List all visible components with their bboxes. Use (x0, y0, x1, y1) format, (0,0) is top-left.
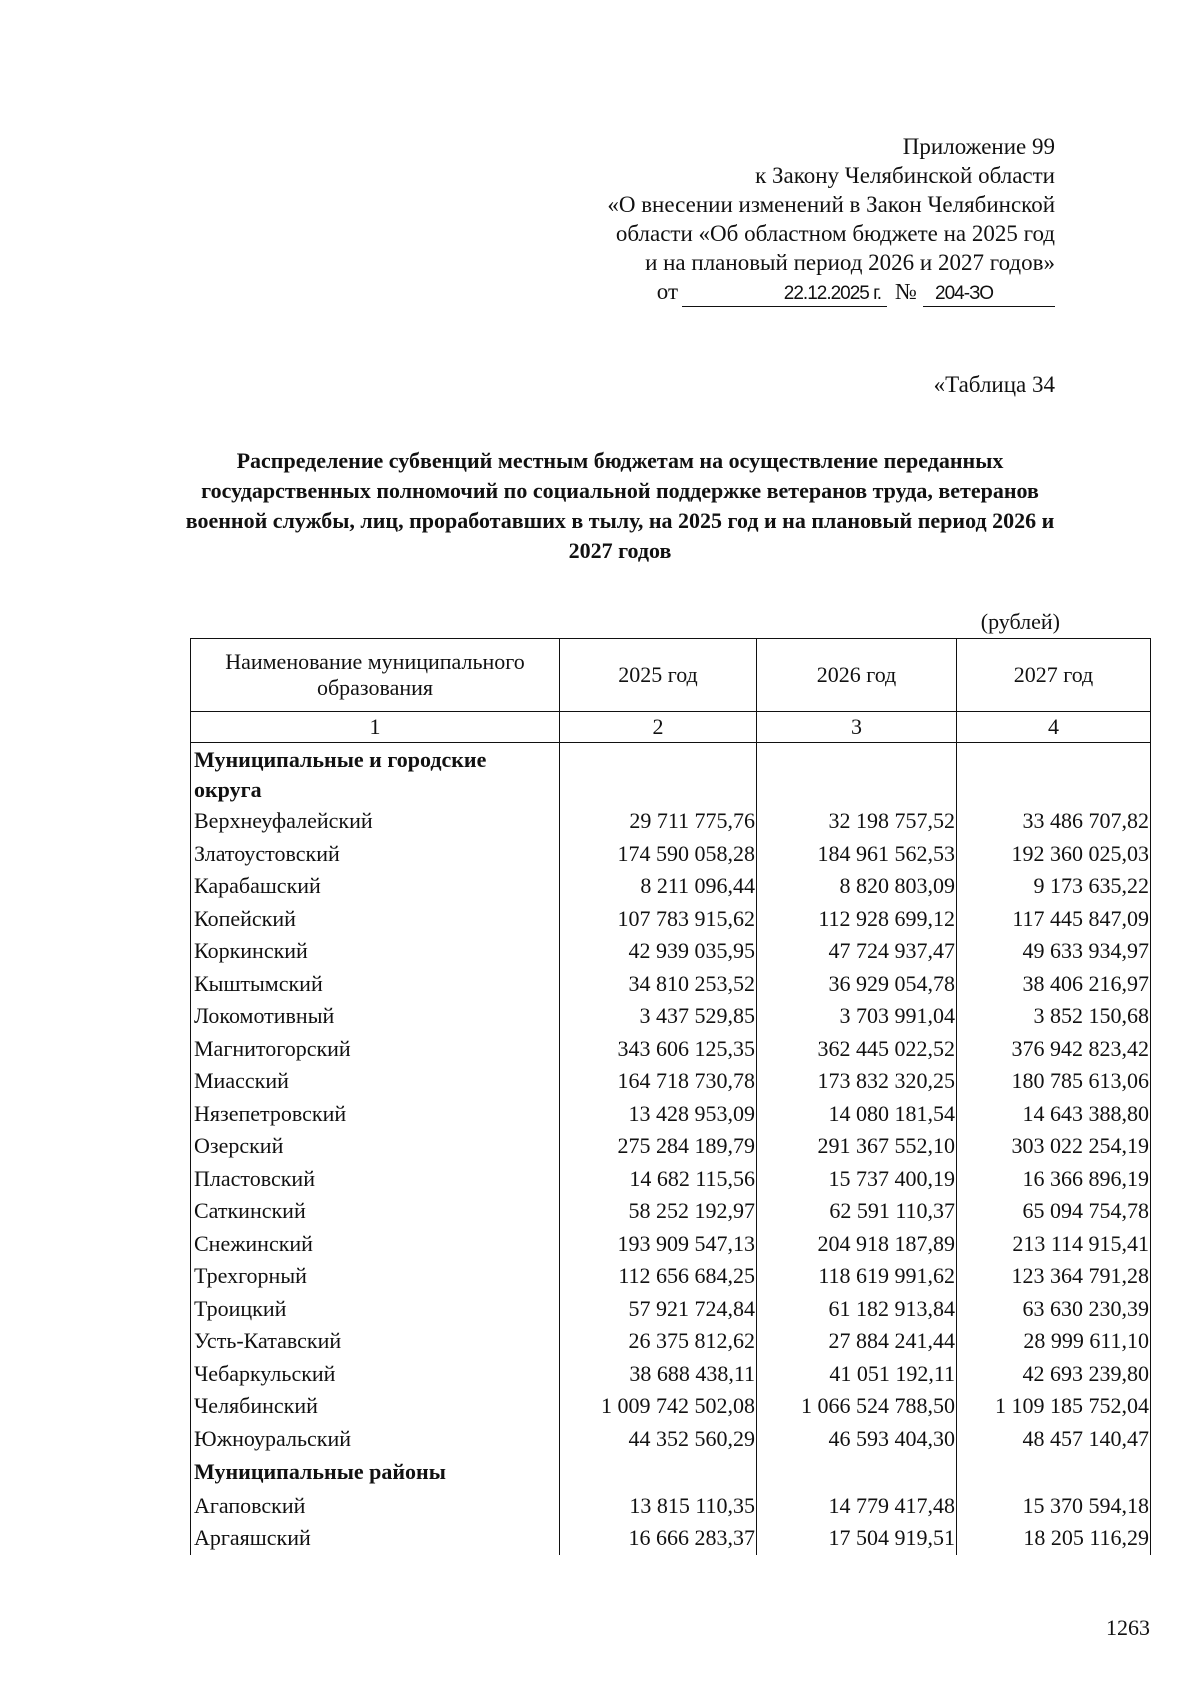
amount-2026: 204 918 187,89 (757, 1228, 957, 1261)
amount-2025: 44 352 560,29 (560, 1423, 757, 1456)
amount-2026: 1 066 524 788,50 (757, 1390, 957, 1423)
municipality-name: Златоустовский (191, 838, 560, 871)
amount-2027: 18 205 116,29 (957, 1522, 1151, 1555)
amount-2025: 26 375 812,62 (560, 1325, 757, 1358)
amount-2025: 174 590 058,28 (560, 838, 757, 871)
amount-2026: 173 832 320,25 (757, 1065, 957, 1098)
amount-2027: 1 109 185 752,04 (957, 1390, 1151, 1423)
table-label: «Таблица 34 (933, 372, 1055, 397)
municipality-name: Трехгорный (191, 1260, 560, 1293)
amount-2026: 41 051 192,11 (757, 1358, 957, 1391)
law-number: 204-ЗО (923, 282, 1055, 307)
empty-cell (757, 1455, 957, 1490)
amount-2025: 343 606 125,35 (560, 1033, 757, 1066)
municipality-name: Троицкий (191, 1293, 560, 1326)
amount-2027: 48 457 140,47 (957, 1423, 1151, 1456)
municipality-name: Аргаяшский (191, 1522, 560, 1555)
municipality-name: Челябинский (191, 1390, 560, 1423)
amount-2026: 118 619 991,62 (757, 1260, 957, 1293)
table-row (191, 870, 1151, 903)
table-row (191, 1490, 1151, 1523)
amount-2026: 27 884 241,44 (757, 1325, 957, 1358)
amount-2026: 36 929 054,78 (757, 968, 957, 1001)
municipality-name: Карабашский (191, 870, 560, 903)
column-number-row (191, 712, 1151, 743)
subvention-table (190, 638, 1151, 1555)
empty-cell (560, 1455, 757, 1490)
amount-2025: 34 810 253,52 (560, 968, 757, 1001)
amount-2027: 28 999 611,10 (957, 1325, 1151, 1358)
table-row (191, 838, 1151, 871)
amount-2027: 33 486 707,82 (957, 805, 1151, 838)
municipality-name: Усть-Катавский (191, 1325, 560, 1358)
amount-2027: 3 852 150,68 (957, 1000, 1151, 1033)
amount-2027: 65 094 754,78 (957, 1195, 1151, 1228)
table-row (191, 1000, 1151, 1033)
header-2026: 2026 год (757, 639, 957, 712)
municipality-name: Копейский (191, 903, 560, 936)
table-row (191, 1260, 1151, 1293)
amount-2026: 291 367 552,10 (757, 1130, 957, 1163)
amount-2025: 1 009 742 502,08 (560, 1390, 757, 1423)
header-2027: 2027 год (957, 639, 1151, 712)
section-title: Муниципальные и городские округа (191, 743, 560, 806)
document-header (495, 132, 1055, 307)
amount-2026: 112 928 699,12 (757, 903, 957, 936)
amount-2027: 14 643 388,80 (957, 1098, 1151, 1131)
amount-2026: 46 593 404,30 (757, 1423, 957, 1456)
amount-2027: 192 360 025,03 (957, 838, 1151, 871)
amount-2025: 8 211 096,44 (560, 870, 757, 903)
table-row (191, 903, 1151, 936)
table-body (191, 743, 1151, 1555)
number-label: № (895, 279, 917, 304)
amount-2025: 107 783 915,62 (560, 903, 757, 936)
table-row (191, 1098, 1151, 1131)
amount-2027: 123 364 791,28 (957, 1260, 1151, 1293)
empty-cell (957, 743, 1151, 806)
municipality-name: Нязепетровский (191, 1098, 560, 1131)
amount-2027: 9 173 635,22 (957, 870, 1151, 903)
amount-2025: 13 428 953,09 (560, 1098, 757, 1131)
appendix-number: Приложение 99 (902, 134, 1055, 159)
amount-2026: 15 737 400,19 (757, 1163, 957, 1196)
law-date-number (495, 277, 1055, 307)
amount-2026: 362 445 022,52 (757, 1033, 957, 1066)
section-row (191, 1455, 1151, 1490)
column-number: 3 (757, 712, 957, 743)
municipality-name: Южноуральский (191, 1423, 560, 1456)
amount-2025: 3 437 529,85 (560, 1000, 757, 1033)
municipality-name: Верхнеуфалейский (191, 805, 560, 838)
table-row (191, 1522, 1151, 1555)
amount-2026: 17 504 919,51 (757, 1522, 957, 1555)
municipality-name: Кыштымский (191, 968, 560, 1001)
empty-cell (957, 1455, 1151, 1490)
table-row (191, 1293, 1151, 1326)
amount-2025: 58 252 192,97 (560, 1195, 757, 1228)
municipality-name: Коркинский (191, 935, 560, 968)
column-number: 1 (191, 712, 560, 743)
amount-2027: 180 785 613,06 (957, 1065, 1151, 1098)
table-row (191, 1130, 1151, 1163)
table-row (191, 1228, 1151, 1261)
amount-2027: 303 022 254,19 (957, 1130, 1151, 1163)
law-reference: к Закону Челябинской области (755, 163, 1055, 188)
amount-2027: 49 633 934,97 (957, 935, 1151, 968)
municipality-name: Агаповский (191, 1490, 560, 1523)
amount-2027: 42 693 239,80 (957, 1358, 1151, 1391)
empty-cell (560, 743, 757, 806)
amount-2026: 32 198 757,52 (757, 805, 957, 838)
table-row (191, 1065, 1151, 1098)
units-label: (рублей) (980, 609, 1060, 634)
amount-2027: 38 406 216,97 (957, 968, 1151, 1001)
municipality-name: Миасский (191, 1065, 560, 1098)
table-row (191, 1163, 1151, 1196)
amount-2025: 13 815 110,35 (560, 1490, 757, 1523)
amount-2026: 14 080 181,54 (757, 1098, 957, 1131)
section-title: Муниципальные районы (191, 1455, 560, 1490)
amount-2025: 164 718 730,78 (560, 1065, 757, 1098)
table-row (191, 1195, 1151, 1228)
amount-2027: 15 370 594,18 (957, 1490, 1151, 1523)
amount-2025: 16 666 283,37 (560, 1522, 757, 1555)
page-number: 1263 (1106, 1615, 1150, 1640)
municipality-name: Озерский (191, 1130, 560, 1163)
empty-cell (757, 743, 957, 806)
table-header-row (191, 639, 1151, 712)
table-row (191, 805, 1151, 838)
amount-2025: 112 656 684,25 (560, 1260, 757, 1293)
amount-2025: 29 711 775,76 (560, 805, 757, 838)
header-2025: 2025 год (560, 639, 757, 712)
municipality-name: Пластовский (191, 1163, 560, 1196)
table-row (191, 1033, 1151, 1066)
table-row (191, 1358, 1151, 1391)
document-title: Распределение субвенций местным бюджетам на осуществление переданных государственных полномочий по социальной поддержке ветеранов труда, ветеранов военной службы, лиц, проработавших в тылу, на 2025 год и на плановый период 2026 и 2027 годов (185, 448, 1055, 563)
amount-2026: 3 703 991,04 (757, 1000, 957, 1033)
from-label: от (656, 279, 679, 304)
amount-2027: 213 114 915,41 (957, 1228, 1151, 1261)
amount-2026: 184 961 562,53 (757, 838, 957, 871)
amount-2027: 63 630 230,39 (957, 1293, 1151, 1326)
column-number: 4 (957, 712, 1151, 743)
amount-2025: 42 939 035,95 (560, 935, 757, 968)
table-row (191, 1325, 1151, 1358)
law-title-line-3: и на плановый период 2026 и 2027 годов» (645, 250, 1055, 275)
municipality-name: Локомотивный (191, 1000, 560, 1033)
municipality-name: Снежинский (191, 1228, 560, 1261)
amount-2025: 14 682 115,56 (560, 1163, 757, 1196)
section-row (191, 743, 1151, 806)
amount-2025: 275 284 189,79 (560, 1130, 757, 1163)
table-row (191, 1390, 1151, 1423)
municipality-name: Саткинский (191, 1195, 560, 1228)
amount-2026: 8 820 803,09 (757, 870, 957, 903)
table-row (191, 935, 1151, 968)
amount-2026: 14 779 417,48 (757, 1490, 957, 1523)
amount-2027: 16 366 896,19 (957, 1163, 1151, 1196)
amount-2027: 117 445 847,09 (957, 903, 1151, 936)
amount-2026: 61 182 913,84 (757, 1293, 957, 1326)
amount-2025: 193 909 547,13 (560, 1228, 757, 1261)
amount-2025: 57 921 724,84 (560, 1293, 757, 1326)
column-number: 2 (560, 712, 757, 743)
law-title-line-1: «О внесении изменений в Закон Челябинской (607, 192, 1055, 217)
law-title-line-2: области «Об областном бюджете на 2025 год (615, 221, 1055, 246)
amount-2025: 38 688 438,11 (560, 1358, 757, 1391)
amount-2027: 376 942 823,42 (957, 1033, 1151, 1066)
law-date: 22.12.2025 г. (682, 282, 887, 307)
header-municipality: Наименование муниципального образования (191, 639, 560, 712)
amount-2026: 62 591 110,37 (757, 1195, 957, 1228)
municipality-name: Чебаркульский (191, 1358, 560, 1391)
table-row (191, 1423, 1151, 1456)
amount-2026: 47 724 937,47 (757, 935, 957, 968)
table-row (191, 968, 1151, 1001)
municipality-name: Магнитогорский (191, 1033, 560, 1066)
